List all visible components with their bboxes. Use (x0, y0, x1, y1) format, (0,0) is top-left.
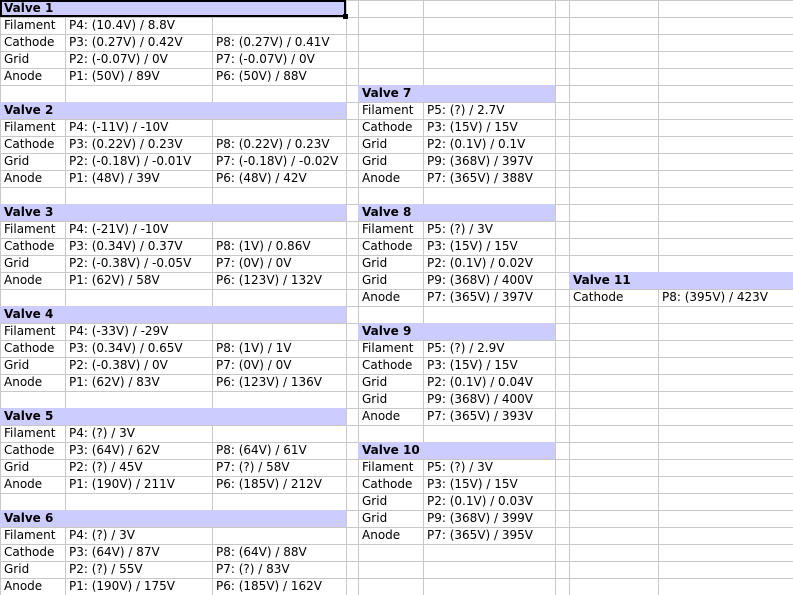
voltage-cell[interactable]: P4: (?) / 3V (69, 528, 135, 542)
voltage-cell[interactable]: P2: (?) / 45V (69, 460, 143, 474)
electrode-label[interactable]: Filament (4, 18, 56, 32)
valve-header[interactable]: Valve 6 (0, 510, 346, 527)
voltage-cell-2[interactable]: P8: (1V) / 1V (216, 341, 292, 355)
voltage-cell[interactable]: P1: (50V) / 89V (69, 69, 160, 83)
electrode-label[interactable]: Filament (4, 528, 56, 542)
electrode-label[interactable]: Filament (362, 341, 414, 355)
electrode-label[interactable]: Filament (4, 222, 56, 236)
voltage-cell[interactable]: P7: (365V) / 397V (427, 290, 533, 304)
voltage-cell[interactable]: P3: (64V) / 87V (69, 545, 160, 559)
voltage-cell[interactable]: P4: (?) / 3V (69, 426, 135, 440)
valve-header[interactable]: Valve 1 (0, 0, 346, 17)
electrode-label[interactable]: Cathode (362, 358, 413, 372)
valve-header[interactable]: Valve 10 (358, 442, 555, 459)
voltage-cell-2[interactable]: P7: (?) / 58V (216, 460, 290, 474)
electrode-label[interactable]: Grid (4, 256, 30, 270)
voltage-cell[interactable]: P3: (0.34V) / 0.37V (69, 239, 183, 253)
voltage-cell-2[interactable]: P8: (1V) / 0.86V (216, 239, 311, 253)
voltage-cell-2[interactable]: P7: (0V) / 0V (216, 358, 292, 372)
voltage-cell[interactable]: P2: (-0.07V) / 0V (69, 52, 168, 66)
electrode-label[interactable]: Grid (362, 273, 388, 287)
voltage-cell[interactable]: P3: (15V) / 15V (427, 239, 518, 253)
voltage-cell-2[interactable]: P7: (-0.18V) / -0.02V (216, 154, 339, 168)
electrode-label[interactable]: Anode (362, 409, 401, 423)
voltage-cell[interactable]: P5: (?) / 2.7V (427, 103, 505, 117)
selection-fill-handle[interactable] (343, 14, 348, 19)
valve-header[interactable]: Valve 3 (0, 204, 346, 221)
voltage-cell[interactable]: P9: (368V) / 400V (427, 392, 533, 406)
electrode-label[interactable]: Anode (4, 375, 43, 389)
electrode-label[interactable]: Cathode (4, 35, 55, 49)
voltage-cell-2[interactable]: P6: (123V) / 132V (216, 273, 322, 287)
voltage-cell[interactable]: P4: (-21V) / -10V (69, 222, 169, 236)
electrode-label[interactable]: Grid (4, 154, 30, 168)
voltage-cell[interactable]: P9: (368V) / 399V (427, 511, 533, 525)
voltage-cell-2[interactable]: P6: (50V) / 88V (216, 69, 307, 83)
electrode-label[interactable]: Filament (362, 460, 414, 474)
voltage-cell[interactable]: P7: (365V) / 388V (427, 171, 533, 185)
voltage-cell[interactable]: P9: (368V) / 397V (427, 154, 533, 168)
electrode-label[interactable]: Filament (4, 120, 56, 134)
voltage-cell[interactable]: P1: (62V) / 58V (69, 273, 160, 287)
voltage-cell[interactable]: P5: (?) / 2.9V (427, 341, 505, 355)
voltage-cell[interactable]: P2: (0.1V) / 0.02V (427, 256, 533, 270)
voltage-cell-2[interactable]: P8: (0.27V) / 0.41V (216, 35, 330, 49)
voltage-cell-2[interactable]: P8: (64V) / 88V (216, 545, 307, 559)
voltage-cell-2[interactable]: P7: (0V) / 0V (216, 256, 292, 270)
voltage-cell[interactable]: P5: (?) / 3V (427, 460, 493, 474)
voltage-cell-2[interactable]: P6: (185V) / 162V (216, 579, 322, 593)
voltage-cell[interactable]: P4: (-33V) / -29V (69, 324, 169, 338)
electrode-label[interactable]: Cathode (4, 239, 55, 253)
voltage-cell-2[interactable]: P6: (123V) / 136V (216, 375, 322, 389)
voltage-cell[interactable]: P1: (190V) / 211V (69, 477, 175, 491)
voltage-cell[interactable]: P3: (15V) / 15V (427, 358, 518, 372)
electrode-label[interactable]: Grid (362, 392, 388, 406)
electrode-label[interactable]: Grid (362, 137, 388, 151)
electrode-label[interactable]: Anode (4, 579, 43, 593)
voltage-cell[interactable]: P2: (0.1V) / 0.04V (427, 375, 533, 389)
voltage-cell[interactable]: P5: (?) / 3V (427, 222, 493, 236)
electrode-label[interactable]: Grid (362, 375, 388, 389)
voltage-cell-2[interactable]: P8: (64V) / 61V (216, 443, 307, 457)
electrode-label[interactable]: Grid (4, 52, 30, 66)
electrode-label[interactable]: Anode (4, 171, 43, 185)
electrode-label[interactable]: Cathode (4, 443, 55, 457)
electrode-label[interactable]: Anode (362, 171, 401, 185)
voltage-cell[interactable]: P9: (368V) / 400V (427, 273, 533, 287)
electrode-label[interactable]: Cathode (362, 120, 413, 134)
voltage-cell[interactable]: P7: (365V) / 393V (427, 409, 533, 423)
valve-header[interactable]: Valve 11 (569, 272, 793, 289)
electrode-label[interactable]: Grid (362, 511, 388, 525)
valve-header[interactable]: Valve 2 (0, 102, 346, 119)
voltage-cell[interactable]: P1: (48V) / 39V (69, 171, 160, 185)
electrode-label[interactable]: Anode (4, 273, 43, 287)
voltage-cell-2[interactable]: P6: (185V) / 212V (216, 477, 322, 491)
voltage-cell[interactable]: P2: (0.1V) / 0.03V (427, 494, 533, 508)
electrode-label[interactable]: Grid (4, 358, 30, 372)
electrode-label[interactable]: Anode (362, 290, 401, 304)
voltage-cell[interactable]: P3: (64V) / 62V (69, 443, 160, 457)
voltage-cell[interactable]: P3: (0.27V) / 0.42V (69, 35, 183, 49)
valve-header[interactable]: Valve 9 (358, 323, 555, 340)
electrode-label[interactable]: Cathode (362, 239, 413, 253)
voltage-cell[interactable]: P3: (15V) / 15V (427, 120, 518, 134)
voltage-cell[interactable]: P2: (-0.38V) / -0.05V (69, 256, 192, 270)
electrode-label[interactable]: Anode (4, 477, 43, 491)
voltage-cell[interactable]: P7: (365V) / 395V (427, 528, 533, 542)
voltage-cell[interactable]: P4: (-11V) / -10V (69, 120, 169, 134)
electrode-label[interactable]: Grid (4, 562, 30, 576)
valve-header[interactable]: Valve 8 (358, 204, 555, 221)
electrode-label[interactable]: Grid (362, 256, 388, 270)
electrode-label[interactable]: Grid (4, 460, 30, 474)
valve-header[interactable]: Valve 5 (0, 408, 346, 425)
electrode-label[interactable]: Cathode (4, 545, 55, 559)
electrode-label[interactable]: Cathode (362, 477, 413, 491)
electrode-label[interactable]: Cathode (573, 290, 624, 304)
voltage-cell-2[interactable]: P7: (-0.07V) / 0V (216, 52, 315, 66)
valve-header[interactable]: Valve 4 (0, 306, 346, 323)
electrode-label[interactable]: Grid (362, 154, 388, 168)
voltage-cell[interactable]: P2: (0.1V) / 0.1V (427, 137, 526, 151)
voltage-cell[interactable]: P8: (395V) / 423V (662, 290, 768, 304)
voltage-cell[interactable]: P4: (10.4V) / 8.8V (69, 18, 175, 32)
electrode-label[interactable]: Cathode (4, 137, 55, 151)
electrode-label[interactable]: Filament (362, 103, 414, 117)
voltage-cell[interactable]: P2: (?) / 55V (69, 562, 143, 576)
voltage-cell-2[interactable]: P6: (48V) / 42V (216, 171, 307, 185)
electrode-label[interactable]: Anode (4, 69, 43, 83)
voltage-cell[interactable]: P3: (15V) / 15V (427, 477, 518, 491)
electrode-label[interactable]: Filament (362, 222, 414, 236)
voltage-cell-2[interactable]: P8: (0.22V) / 0.23V (216, 137, 330, 151)
voltage-cell-2[interactable]: P7: (?) / 83V (216, 562, 290, 576)
voltage-cell[interactable]: P3: (0.22V) / 0.23V (69, 137, 183, 151)
voltage-cell[interactable]: P1: (62V) / 83V (69, 375, 160, 389)
electrode-label[interactable]: Grid (362, 494, 388, 508)
electrode-label[interactable]: Anode (362, 528, 401, 542)
voltage-cell[interactable]: P2: (-0.18V) / -0.01V (69, 154, 192, 168)
electrode-label[interactable]: Filament (4, 426, 56, 440)
electrode-label[interactable]: Filament (4, 324, 56, 338)
valve-header[interactable]: Valve 7 (358, 85, 555, 102)
voltage-cell[interactable]: P1: (190V) / 175V (69, 579, 175, 593)
voltage-cell[interactable]: P3: (0.34V) / 0.65V (69, 341, 183, 355)
voltage-cell[interactable]: P2: (-0.38V) / 0V (69, 358, 168, 372)
electrode-label[interactable]: Cathode (4, 341, 55, 355)
